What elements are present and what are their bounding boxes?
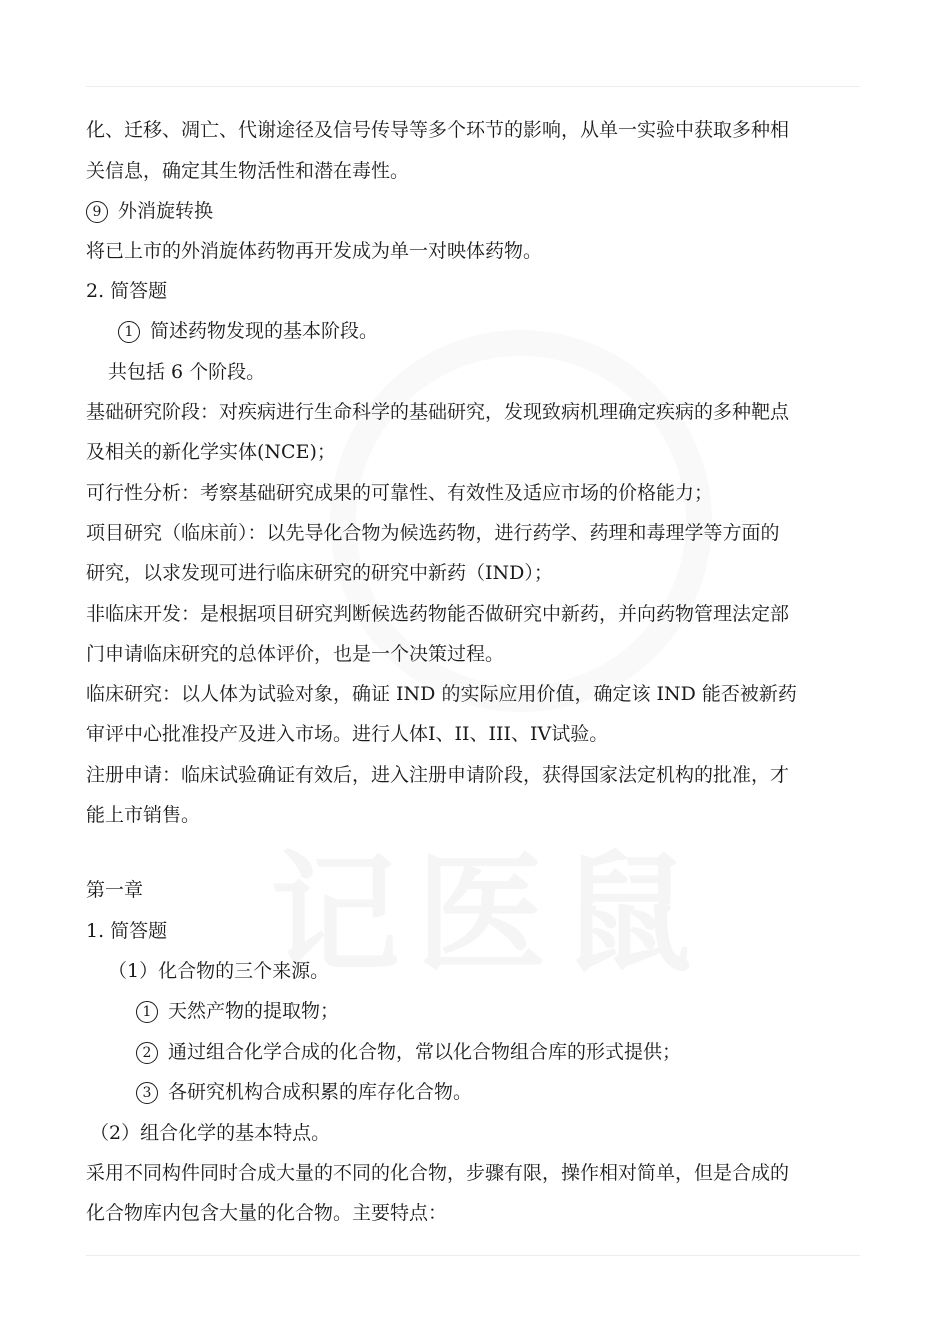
- section-heading: 1. 简答题: [86, 920, 168, 942]
- paragraph-line: 非临床开发：是根据项目研究判断候选药物能否做研究中新药，并向药物管理法定部: [86, 603, 790, 625]
- circled-number-marker: 3: [136, 1082, 158, 1104]
- paragraph-line: 临床研究：以人体为试验对象，确证 IND 的实际应用价值，确定该 IND 能否被新药: [86, 683, 797, 705]
- paragraph-line: 基础研究阶段：对疾病进行生命科学的基础研究，发现致病机理确定疾病的多种靶点: [86, 401, 790, 423]
- paragraph-line: 注册申请：临床试验确证有效后，进入注册申请阶段，获得国家法定机构的批准，才: [86, 764, 790, 786]
- paragraph-line: 研究，以求发现可进行临床研究的研究中新药（IND）；: [86, 562, 553, 584]
- circled-number-marker: 9: [86, 201, 108, 223]
- list-item: 9 外消旋转换: [86, 198, 213, 224]
- circled-number-marker: 2: [136, 1042, 158, 1064]
- list-item: 1 简述药物发现的基本阶段。: [118, 318, 378, 344]
- paragraph-line: 门申请临床研究的总体评价，也是一个决策过程。: [86, 643, 505, 665]
- header-rule: [86, 86, 860, 87]
- watermark: [270, 810, 710, 997]
- list-item: 2 通过组合化学合成的化合物，常以化合物组合库的形式提供；: [136, 1039, 681, 1065]
- paragraph-line: 可行性分析：考察基础研究成果的可靠性、有效性及适应市场的价格能力；: [86, 482, 714, 504]
- paragraph-line: 项目研究（临床前）：以先导化合物为候选药物，进行药学、药理和毒理学等方面的: [86, 522, 780, 544]
- footer-rule: [86, 1255, 860, 1256]
- subsection-heading: （2）组合化学的基本特点。: [90, 1122, 331, 1144]
- paragraph-line: 将已上市的外消旋体药物再开发成为单一对映体药物。: [86, 240, 543, 262]
- paragraph-line: 关信息，确定其生物活性和潜在毒性。: [86, 160, 410, 182]
- subsection-heading: （1）化合物的三个来源。: [108, 960, 330, 982]
- paragraph-line: 化、迁移、凋亡、代谢途径及信号传导等多个环节的影响，从单一实验中获取多种相: [86, 119, 790, 141]
- list-item: 1 天然产物的提取物；: [136, 998, 339, 1024]
- section-heading: 2. 简答题: [86, 280, 168, 302]
- circled-number-marker: 1: [136, 1001, 158, 1023]
- paragraph-line: 采用不同构件同时合成大量的不同的化合物，步骤有限，操作相对简单，但是合成的: [86, 1162, 790, 1184]
- circled-number-marker: 1: [118, 321, 140, 343]
- chapter-heading: 第一章: [86, 879, 144, 901]
- paragraph-line: 共包括 6 个阶段。: [108, 361, 266, 383]
- list-item: 3 各研究机构合成积累的库存化合物。: [136, 1079, 472, 1105]
- paragraph-line: 能上市销售。: [86, 804, 201, 826]
- paragraph-line: 审评中心批准投产及进入市场。进行人体I、II、III、IV试验。: [86, 723, 609, 745]
- paragraph-line: 及相关的新化学实体(NCE)；: [86, 441, 336, 463]
- paragraph-line: 化合物库内包含大量的化合物。主要特点：: [86, 1202, 448, 1224]
